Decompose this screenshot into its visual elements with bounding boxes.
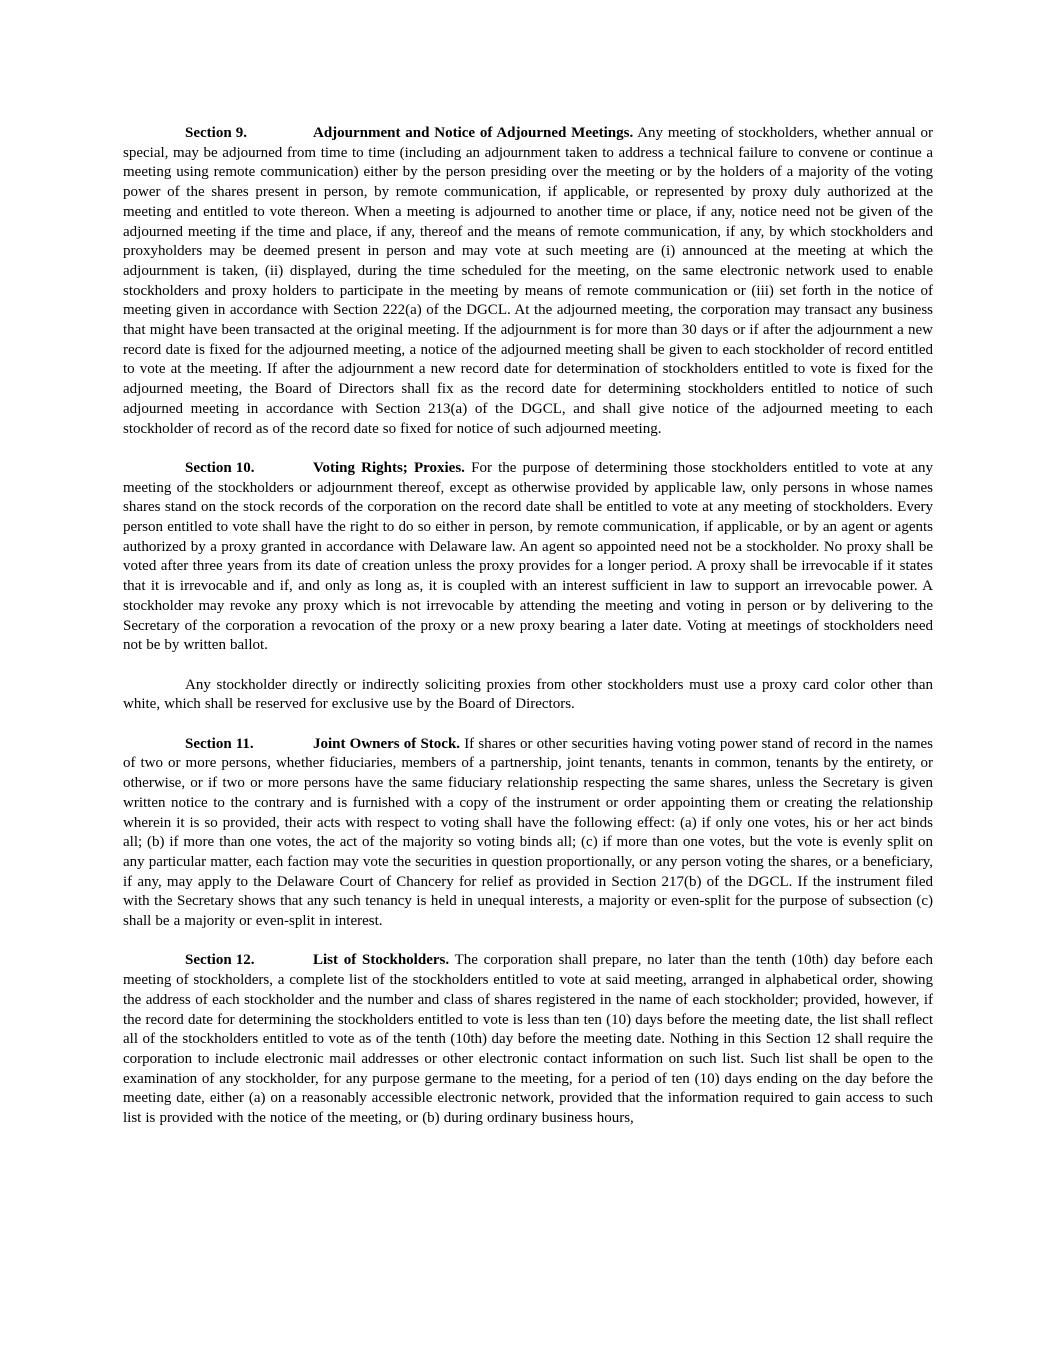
section-12-label: Section 12. xyxy=(185,952,255,969)
section-11-label: Section 11. xyxy=(185,735,254,752)
paragraph-section-12 xyxy=(123,951,933,1128)
section-12-body: The corporation shall prepare, no later than the tenth (10th) day before each meeting of stockholders, a complete list of the stockholders entitled to vote at said meeting, arranged in alphabetical order, showing the address of each stockholder and the number and class of shares registered in the name of each stockholder; provided, however, if the record date for determining the stockholders entitled to vote is less than ten (10) days before the meeting date, the list shall reflect all of the stockholders entitled to vote as of the tenth (10th) day before the meeting date. Nothing in this Section 12 shall require the corporation to include electronic mail addresses or other electronic contact information on such list. Such list shall be open to the examination of any stockholder, for any purpose germane to the meeting, for a period of ten (10) days ending on the day before the meeting date, either (a) on a reasonably accessible electronic network, provided that the information required to gain access to such list is provided with the notice of the meeting, or (b) during ordinary business hours, xyxy=(123,952,933,1127)
proxy-card-body: Any stockholder directly or indirectly soliciting proxies from other stockholders must use a proxy card color other than white, which shall be reserved for exclusive use by the Board of Directors. xyxy=(123,676,933,713)
paragraph-section-10 xyxy=(123,459,933,656)
paragraph-section-11 xyxy=(123,735,933,932)
section-11-title: Joint Owners of Stock. xyxy=(313,735,461,752)
section-10-label: Section 10. xyxy=(185,459,255,476)
section-11-body: If shares or other securities having voting power stand of record in the names of two or more persons, whether fiduciaries, members of a partnership, joint tenants, tenants in common, tenants by the entirety, or otherwise, or if two or more persons have the same fiduciary relationship respecting the same shares, unless the Secretary is given written notice to the contrary and is furnished with a copy of the instrument or order appointing them or creating the relationship wherein it is so provided, their acts with respect to voting shall have the following effect: (a) if only one votes, his or her act binds all; (b) if more than one votes, the act of the majority so voting binds all; (c) if more than one votes, but the vote is evenly split on any particular matter, each faction may vote the securities in question proportionally, or any person voting the shares, or a beneficiary, if any, may apply to the Delaware Court of Chancery for relief as provided in Section 217(b) of the DGCL. If the instrument filed with the Secretary shows that any such tenancy is held in unequal interests, a majority or even-split for the purpose of subsection (c) shall be a majority or even-split in interest. xyxy=(123,735,933,930)
section-9-label: Section 9. xyxy=(185,125,247,141)
paragraph-section-9 xyxy=(123,124,933,439)
section-9-body: Any meeting of stockholders, whether annual or special, may be adjourned from time to time (including an adjournment taken to address a technical failure to convene or continue a meeting using remote communication) either by the person presiding over the meeting or by the holders of a majority of the voting power of the shares present in person, by remote communication, if applicable, or represented by proxy duly authorized at the meeting and entitled to vote thereon. When a meeting is adjourned to another time or place, if any, notice need not be given of the adjourned meeting if the time and place, if any, thereof and the means of remote communication, if any, by which stockholders and proxyholders may be deemed present in person and may vote at such meeting are (i) announced at the meeting at which the adjournment is taken, (ii) displayed, during the time scheduled for the meeting, on the same electronic network used to enable stockholders and proxy holders to participate in the meeting by means of remote communication or (iii) set forth in the notice of meeting given in accordance with Section 222(a) of the DGCL. At the adjourned meeting, the corporation may transact any business that might have been transacted at the original meeting. If the adjournment is for more than 30 days or if after the adjournment a new record date is fixed for the adjourned meeting, a notice of the adjourned meeting shall be given to each stockholder of record entitled to vote at the meeting. If after the adjournment a new record date for determination of stockholders entitled to vote is fixed for the adjourned meeting, the Board of Directors shall fix as the record date for determining stockholders entitled to notice of such adjourned meeting in accordance with Section 213(a) of the DGCL, and shall give notice of the adjourned meeting to each stockholder of record as of the record date so fixed for notice of such adjourned meeting. xyxy=(123,125,933,437)
paragraph-proxy-card xyxy=(123,676,933,715)
document-body xyxy=(123,124,933,1148)
section-12-title: List of Stockholders. xyxy=(313,952,450,969)
section-10-body: For the purpose of determining those stockholders entitled to vote at any meeting of the stockholders or adjournment thereof, except as otherwise provided by applicable law, only persons in whose names shares stand on the stock records of the corporation on the record date shall be entitled to vote at any meeting of stockholders. Every person entitled to vote shall have the right to do so either in person, by remote communication, if applicable, or by an agent or agents authorized by a proxy granted in accordance with Delaware law. An agent so appointed need not be a stockholder. No proxy shall be voted after three years from its date of creation unless the proxy provides for a longer period. A proxy shall be irrevocable if it states that it is irrevocable and if, and only as long as, it is coupled with an interest sufficient in law to support an irrevocable power. A stockholder may revoke any proxy which is not irrevocable by attending the meeting and voting in person or by delivering to the Secretary of the corporation a revocation of the proxy or a new proxy bearing a later date. Voting at meetings of stockholders need not be by written ballot. xyxy=(123,459,933,654)
section-9-title: Adjournment and Notice of Adjourned Meetings. xyxy=(313,125,634,141)
section-10-title: Voting Rights; Proxies. xyxy=(313,459,465,476)
